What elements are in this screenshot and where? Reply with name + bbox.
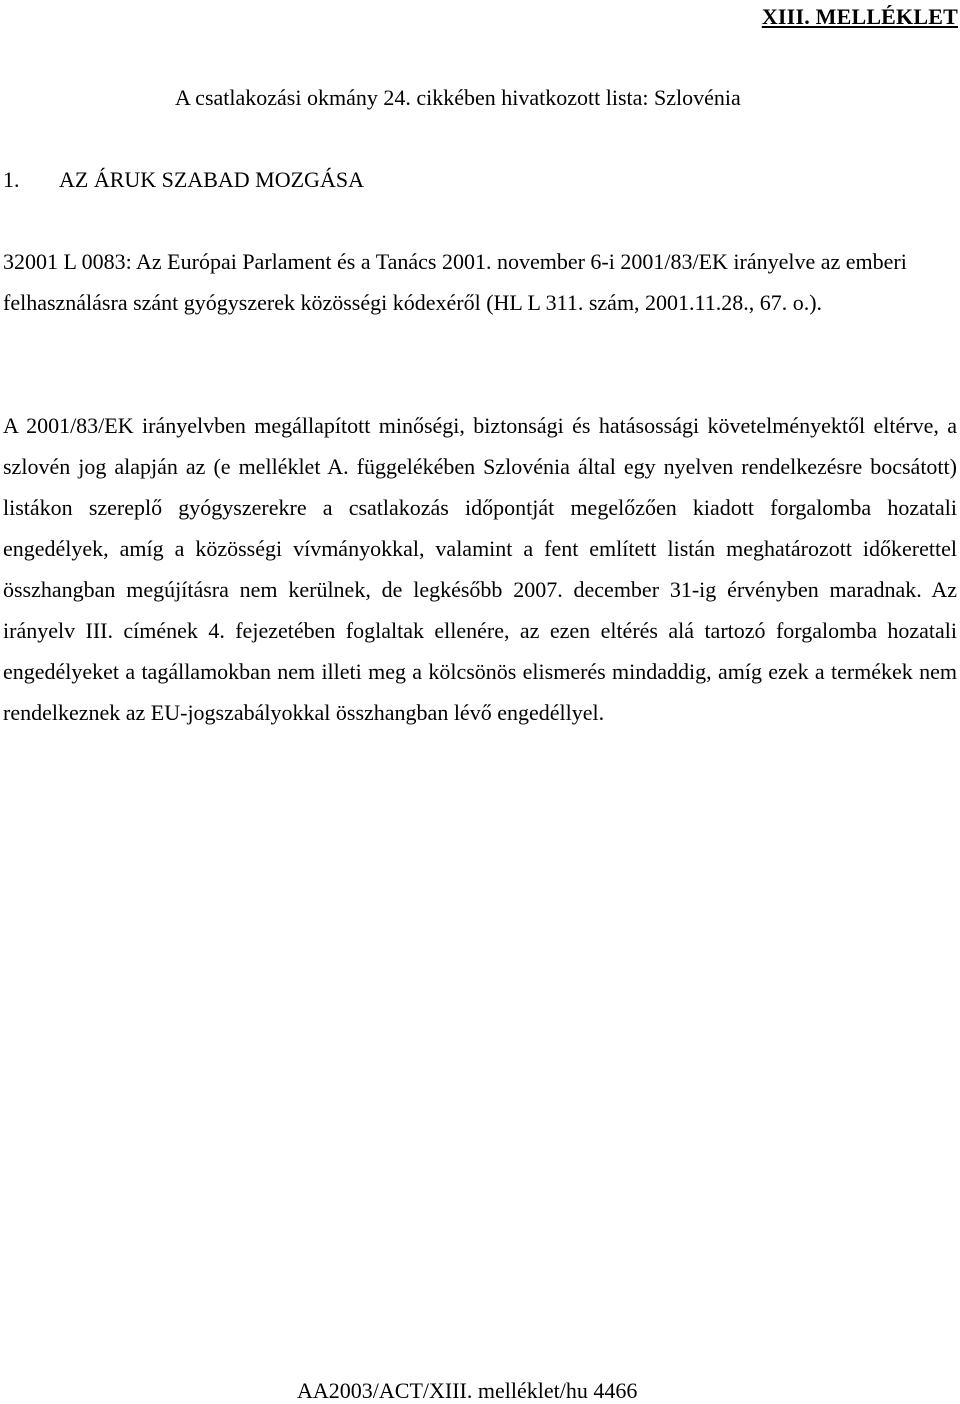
document-subtitle: A csatlakozási okmány 24. cikkében hivatkozott lista: Szlovénia <box>175 85 741 110</box>
section-title: AZ ÁRUK SZABAD MOZGÁSA <box>59 167 364 192</box>
page-footer: AA2003/ACT/XIII. melléklet/hu 4466 <box>297 1378 638 1403</box>
paragraph-directive-reference: 32001 L 0083: Az Európai Parlament és a Tanács 2001. november 6-i 2001/83/EK irányelve az emberi felhasználásra szánt gyógyszerek közösségi kódexéről (HL L 311. szám, 2001.11.28., 67. o.). <box>3 249 907 315</box>
section-heading <box>3 167 364 193</box>
annex-heading: XIII. MELLÉKLET <box>761 4 958 29</box>
section-number: 1. <box>3 167 20 192</box>
paragraph-derogation: A 2001/83/EK irányelvben megállapított minőségi, biztonsági és hatásossági követelményektől eltérve, a szlovén jog alapján az (e melléklet A. függelékében Szlovénia által egy nyelven rendelkezésre bocsátott) listákon szereplő gyógyszerekre a csatlakozás időpontját megelőzően kiadott forgalomba hozatali engedélyek, amíg a közösségi vívmányokkal, valamint a fent említett listán meghatározott időkerettel összhangban megújításra nem kerülnek, de legkésőbb 2007. december 31-ig érvényben maradnak. Az irányelv III. címének 4. fejezetében foglaltak ellenére, az ezen eltérés alá tartozó forgalomba hozatali engedélyeket a tagállamokban nem illeti meg a kölcsönös elismerés mindaddig, amíg ezek a termékek nem rendelkeznek az EU-jogszabályokkal összhangban lévő engedéllyel. <box>3 413 957 725</box>
